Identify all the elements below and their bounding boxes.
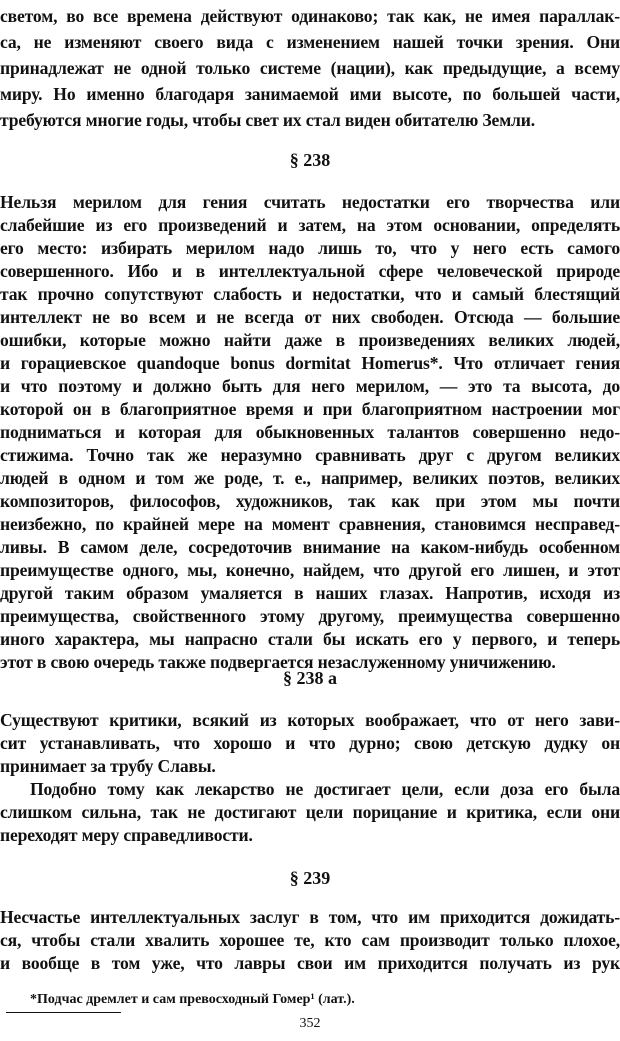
text-line: Подобно тому как лекарство не достигает цели, если доза его была (30, 779, 620, 799)
section-heading: § 238 (289, 150, 331, 170)
text-line: миру. Но именно благодаря занимаемой ими высоте, по большей части, (0, 84, 620, 104)
text-line: людей в одном и том же роде, т. е., например, великих поэтов, великих (0, 468, 620, 488)
text-line: и горациевское quandoque bonus dormitat Homerus*. Что отличает гения (0, 353, 620, 373)
text-line: Несчастье интеллектуальных заслуг в том, что им приходится дожидать- (0, 907, 620, 927)
text-line: требуются многие годы, чтобы свет их стал виден обитателю Земли. (0, 110, 535, 130)
text-line: переходят меру справедливости. (0, 825, 253, 845)
footnote-rule (6, 1012, 121, 1013)
text-line: принимает за трубу Славы. (0, 756, 216, 776)
text-line: и что поэтому и должно быть для него мерилом, — это та высота, до (0, 376, 620, 396)
text-line: сит устанавливать, что хорошо и что дурно; свою детскую дудку он (0, 733, 620, 753)
text-line: ошибки, которые можно найти даже в произведениях великих людей, (0, 330, 620, 350)
text-line: композиторов, философов, художников, так как при этом мы почти (0, 491, 620, 511)
footnote: *Подчас дремлет и сам превосходный Гомер¹ (лат.). (30, 992, 355, 1007)
text-line: его место: избирать мерилом надо лишь то, что у него есть самого (0, 238, 620, 258)
text-line: иного характера, мы напрасно стали бы искать его у первого, и теперь (0, 629, 620, 649)
text-line: слабейшие из его произведений и затем, на этом основании, определять (0, 215, 620, 235)
text-line: принадлежат не одной только системе (нации), как предыдущие, а всему (0, 58, 620, 78)
page-number: 352 (299, 1016, 321, 1031)
text-line: которой он в благоприятное время и при благоприятном настроении мог (0, 399, 620, 419)
text-line: неизбежно, по крайней мере на момент сравнения, становимся несправед- (0, 514, 620, 534)
text-line: интеллект не во всем и не всегда от них свободен. Отсюда — большие (0, 307, 620, 327)
text-line: преимущества, свойственного этому другому, преимущества совершенно (0, 606, 620, 626)
text-line: са, не изменяют своего вида с изменением нашей точки зрения. Они (0, 32, 620, 52)
text-line: Нельзя мерилом для гения считать недостатки его творчества или (0, 192, 620, 212)
text-line: другой таким образом умаляется в наших глазах. Напротив, исходя из (0, 583, 620, 603)
text-line: совершенного. Ибо и в интеллектуальной сфере человеческой природе (0, 261, 620, 281)
section-heading: § 239 (289, 868, 331, 888)
text-line: и вообще в том уже, что лавры свои им приходится получать из рук (0, 953, 620, 973)
text-line: так прочно сопутствуют слабость и недостатки, что и самый блестящий (0, 284, 620, 304)
text-line: этот в свою очередь также подвергается незаслуженному уничижению. (0, 652, 556, 672)
section-heading: § 238 а (283, 668, 337, 688)
text-line: стижима. Точно так же неразумно сравнивать друг с другом великих (0, 445, 620, 465)
text-line: ливы. В самом деле, сосредоточив внимание на каком-нибудь особенном (0, 537, 620, 557)
text-line: Существуют критики, всякий из которых воображает, что от него зави- (0, 710, 620, 730)
text-line: слишком сильна, так не достигают цели порицание и критика, если они (0, 802, 620, 822)
text-line: светом, во все времена действуют одинаково; так как, не имея параллак- (0, 6, 620, 26)
text-line: преимуществе одного, мы, конечно, найдем, что другой его лишен, и этот (0, 560, 620, 580)
text-line: ся, чтобы стали хвалить хорошее те, кто сам производит только плохое, (0, 930, 620, 950)
text-line: подниматься и которая для обыкновенных талантов совершенно недо- (0, 422, 620, 442)
